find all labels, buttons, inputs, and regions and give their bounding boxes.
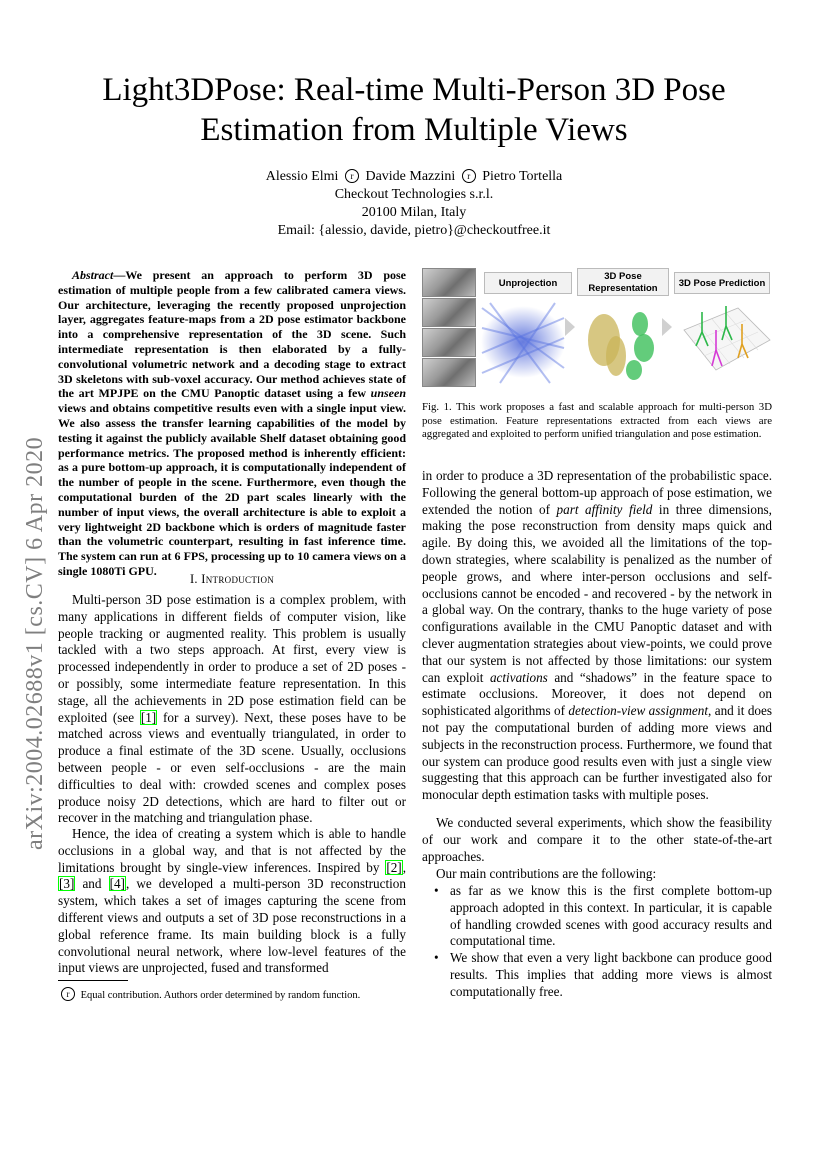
paragraph-text: and “shadows” in the feature space to estimate occlusions. Moreover, it does not depend on sophisticated algorithms of [422,669,772,719]
camera-view-image [422,298,476,327]
abstract-label: Abstract [72,268,114,282]
unprojection-heatmap [480,298,566,386]
paragraph-text: in three dimensions, making the pose reconstruction from density maps quick and agile. By doing this, we avoided all the limitations of the top-down strategies, where scalability is penalized as the number of people grows, and where inter-person occlusions and self-occlusions cannot be encoded - and recovered - by the network in a global way. On the contrary, thanks to the huge variety of pose configurations available in the CMU Panoptic dataset and with clever augmentation strategies about view-points, we could prove that our system is not affected by those limitations: our system can exploit [422,501,772,685]
emphasis-text: activations [489,669,548,685]
camera-view-image [422,358,476,387]
equal-contribution-mark: r [462,169,476,183]
emphasis-text: detection-view assignment [568,703,709,719]
label-line: Representation [588,283,658,294]
paragraph-text: Hence, the idea of creating a system which is able to handle occlusions in a global way, and that is not affected by the limitations brought by single-view inferences. Inspired by [58,826,406,875]
contributions-list [422,883,772,1001]
pose-prediction-label: 3D Pose Prediction [674,272,770,294]
intro-paragraph: Our main contributions are the following: [436,866,657,881]
intro-paragraph [422,468,772,804]
author-name: Alessio Elmi [265,169,339,184]
equal-contribution-mark: r [61,987,75,1001]
paper-title: Light3DPose: Real-time Multi-Person 3D Pose Estimation from Multiple Views [102,72,726,148]
emphasis-text: part affinity field [556,501,653,517]
list-item: • as far as we know this is the first complete bottom-up approach adopted in this context. In particular, it is capable of handling crowded scenes with good accuracy results and computational time. [422,883,772,950]
abstract-text: —We present an approach to perform 3D pose estimation of multiple people from a few calibrated camera views. Our architecture, leveraging the recently proposed unprojection layer, aggregates feature-maps from a 2D pose estimator backbone into a comprehensive representation of the 3D scene. Such intermediate representation is then elaborated by a fully-convolutional volumetric network and a decoding stage to extract 3D skeletons with sub-voxel accuracy. Our method achieves state of the art MPJPE on the CMU Panoptic dataset using a few [58,268,406,401]
section-number: I. [189,572,198,586]
author-name: Davide Mazzini [365,169,456,184]
citation-link[interactable]: [1] [140,709,157,725]
arxiv-stamp [18,370,58,850]
abstract-emphasis: unseen [370,386,406,401]
author-line [160,168,668,186]
abstract-text: views and obtains competitive results even with a single input view. We also assess the transfer learning capabilities of the model by testing it against the publicly available Shelf dataset obtaining good performance metrics. The proposed method is inherently efficient: as a pure bottom-up approach, it is computationally independent of the number of people in the scene. Furthermore, even though the computational burden of the 2D part scales linearly with the number of input views, the overall architecture is able to exploit a very lightweight 2D backbone which is orders of magnitude faster than the volumetric counterpart, resulting in fast inference time. The system can run at 6 FPS, processing up to 10 camera views on a single 1080Ti GPU. [58,401,406,578]
intro-paragraph [58,826,406,977]
pose-representation-cloud [582,300,664,386]
affiliation: Checkout Technologies s.r.l. [334,187,494,202]
paragraph-text: and [75,876,109,892]
author-name: Pietro Tortella [482,169,563,184]
pose-representation-label [577,268,669,296]
paragraph-text: in order to produce a 3D representation of the probabilistic space. Following the general bottom-up approach of pose estimation, we extended the notion of [422,468,772,517]
intro-paragraph [58,592,406,827]
arrow-icon [565,318,575,336]
email: Email: {alessio, davide, pietro}@checkoutfree.it [277,223,551,238]
address: 20100 Milan, Italy [361,205,467,220]
list-item: • We show that even a very light backbone can produce good results. This implies that adding more views is almost computationally free. [422,950,772,1000]
paragraph-text: , [402,859,406,875]
citation-link[interactable]: [2] [386,859,402,875]
abstract [58,268,406,579]
arxiv-id: arXiv:2004.02688v1 [cs.CV] 6 Apr 2020 [22,436,48,850]
paragraph-text: , we developed a multi-person 3D reconstruction system, which takes a set of images capturing the scene from different views and outputs a set of 3D pose reconstructions in a global reference frame. Its main building block is a fully convolutional neural network, where low-level features of the input views are unprojected, fused and transformed [58,876,406,976]
footnote [58,987,406,1002]
paragraph-text: , and it does not pay the computational burden of adding more views and subjects in the reconstruction process. Furthermore, we found that our system can produce good results even with just a single view suggesting that this approach can be further investigated also for monocular depth estimation tasks with multiple poses. [422,703,773,803]
citation-link[interactable]: [4] [109,876,125,892]
section-title: Introduction [201,572,275,586]
footnote-rule [58,980,128,981]
equal-contribution-mark: r [345,169,359,183]
pose-prediction-plot [678,300,772,386]
camera-view-image [422,328,476,357]
citation-link[interactable]: [3] [59,876,75,892]
section-heading [58,572,406,587]
footnote-text: Equal contribution. Authors order determined by random function. [80,990,361,1001]
paragraph-text: Multi-person 3D pose estimation is a complex problem, with many applications in different fields of computer vision, like people tracking or augmented reality. This problem is usually tackled with a two steps approach. At first, every view is processed independently in order to produce a set of 2D poses - or possibly, some intermediate feature representation. In this stage, all the achievements in 2D pose estimation field can be exploited (see [58,592,406,725]
figure-1 [422,268,772,388]
author-block [160,168,668,240]
figure-caption: Fig. 1. This work proposes a fast and scalable approach for multi-person 3D pose estimation. Feature representations extracted from each views are aggregated and exploited to perform unified triangulation and pose estimation. [422,401,772,440]
camera-view-image [422,268,476,297]
paragraph-text: for a survey). Next, these poses have to be matched across views and eventually triangulated, in order to produce a final estimate of the 3D scene. Usually, occlusions between people - or even self-occlusions - are the main difficulties to deal with: crowded scenes and complex poses produce noisy 2D detections, which are hard to filter out or recover in the matching and triangulation phase. [58,709,406,826]
label-line: 3D Pose [604,271,642,282]
unprojection-label: Unprojection [484,272,572,294]
intro-paragraph: We conducted several experiments, which show the feasibility of our work and compare it to the other state-of-the-art approaches. [422,815,772,864]
